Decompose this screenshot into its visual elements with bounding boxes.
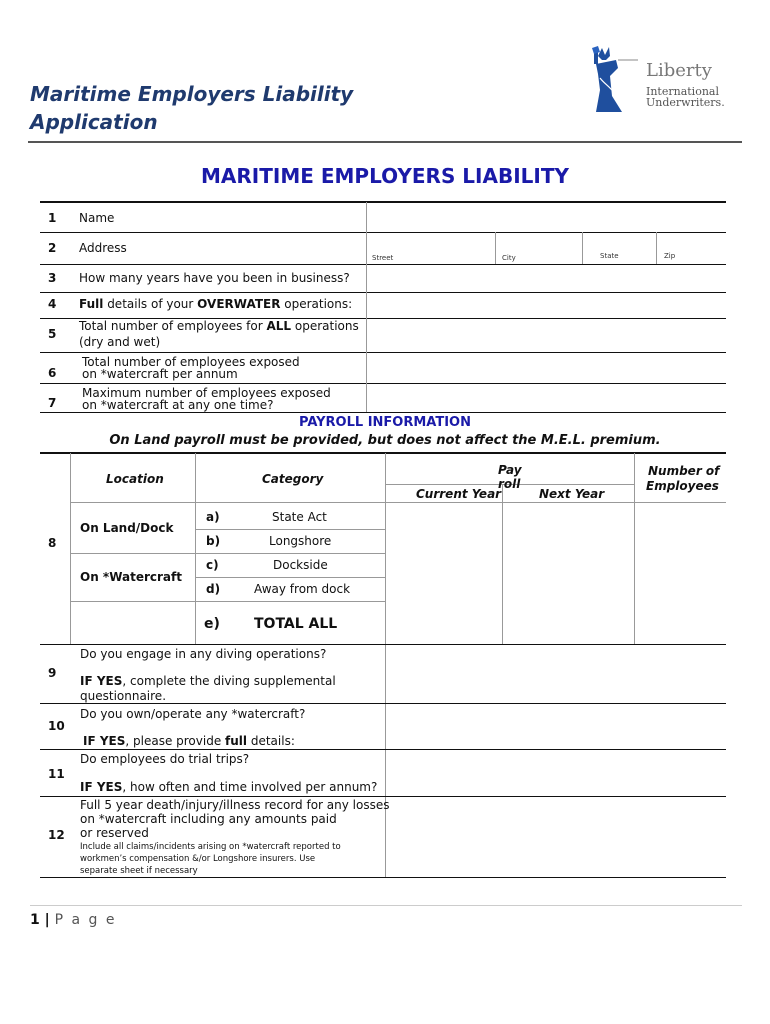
payroll-title: PAYROLL INFORMATION bbox=[298, 415, 471, 430]
diving-operations-label: Do you engage in any diving operations? bbox=[80, 647, 327, 661]
street-field[interactable] bbox=[368, 233, 494, 263]
overwater-operations-field[interactable] bbox=[368, 293, 725, 317]
question-number: 7 bbox=[48, 396, 57, 410]
employees-exposed-field[interactable] bbox=[368, 353, 725, 382]
street-label: Street bbox=[372, 254, 394, 262]
question-number: 4 bbox=[48, 297, 57, 311]
loss-record-field[interactable] bbox=[387, 798, 725, 876]
divider bbox=[70, 601, 385, 602]
divider bbox=[366, 202, 367, 412]
total-letter: e) bbox=[204, 616, 220, 632]
location-watercraft: On *Watercraft bbox=[80, 570, 182, 584]
page-footer: 1 | P a g e bbox=[30, 912, 117, 928]
header-divider bbox=[28, 141, 742, 143]
name-label: Name bbox=[79, 211, 115, 225]
divider bbox=[70, 453, 71, 644]
location-land-dock: On Land/Dock bbox=[80, 521, 174, 535]
question-number: 12 bbox=[48, 828, 65, 842]
divider bbox=[70, 553, 385, 554]
question-number: 1 bbox=[48, 211, 57, 225]
divider bbox=[495, 232, 496, 264]
category-longshore: Longshore bbox=[269, 534, 332, 548]
name-field[interactable] bbox=[368, 203, 725, 231]
divider bbox=[195, 577, 385, 578]
divider bbox=[40, 703, 726, 704]
watercraft-details-field[interactable] bbox=[387, 705, 725, 748]
question-number: 6 bbox=[48, 366, 57, 380]
years-in-business-field[interactable] bbox=[368, 265, 725, 291]
category-dockside: Dockside bbox=[273, 558, 328, 572]
total-employees-field[interactable] bbox=[368, 319, 725, 351]
divider bbox=[40, 877, 726, 878]
divider bbox=[40, 412, 726, 413]
total-employees-label-2: (dry and wet) bbox=[79, 335, 161, 349]
divider bbox=[195, 453, 196, 644]
logo-text-company: International Underwriters. bbox=[646, 85, 725, 109]
divider bbox=[40, 749, 726, 750]
diving-operations-field[interactable] bbox=[387, 646, 725, 702]
row-letter: d) bbox=[206, 582, 221, 596]
question-number: 3 bbox=[48, 271, 57, 285]
form-title: MARITIME EMPLOYERS LIABILITY bbox=[201, 164, 569, 188]
title-line-1: Maritime Employers Liability bbox=[30, 82, 354, 106]
employees-header-1: Number of bbox=[648, 464, 720, 478]
employees-exposed-label: Total number of employees exposed on *watercraft per annum bbox=[82, 355, 300, 381]
question-number: 2 bbox=[48, 241, 57, 255]
address-label: Address bbox=[79, 241, 127, 255]
years-in-business-label: How many years have you been in business? bbox=[79, 271, 350, 285]
zip-field[interactable] bbox=[658, 233, 725, 263]
page-number: 1 bbox=[30, 912, 40, 928]
row-letter: c) bbox=[206, 558, 219, 572]
category-state-act: State Act bbox=[272, 510, 327, 524]
row-letter: a) bbox=[206, 510, 220, 524]
divider bbox=[40, 644, 726, 645]
number-of-employees-field[interactable] bbox=[636, 504, 725, 643]
divider bbox=[656, 232, 657, 264]
category-away-from-dock: Away from dock bbox=[254, 582, 351, 596]
loss-record-label: Full 5 year death/injury/illness record for any losses on *watercraft including any amounts paid or reserved bbox=[80, 798, 390, 840]
diving-questionnaire-label: questionnaire. bbox=[80, 689, 167, 703]
trial-trips-label: Do employees do trial trips? bbox=[80, 752, 250, 766]
question-number: 8 bbox=[48, 536, 57, 550]
state-label: State bbox=[600, 252, 619, 260]
category-header: Category bbox=[262, 472, 324, 486]
payroll-header: Pay roll bbox=[498, 463, 522, 491]
employees-header-2: Employees bbox=[646, 479, 719, 493]
question-number: 9 bbox=[48, 666, 57, 680]
next-year-header: Next Year bbox=[539, 487, 605, 501]
divider bbox=[195, 529, 385, 530]
watercraft-operate-label: Do you own/operate any *watercraft? bbox=[80, 707, 306, 721]
next-year-payroll-field[interactable] bbox=[504, 504, 633, 643]
divider bbox=[502, 484, 503, 644]
divider bbox=[40, 452, 726, 454]
divider bbox=[582, 232, 583, 264]
question-number: 10 bbox=[48, 719, 65, 733]
logo-text-liberty: Liberty bbox=[646, 60, 712, 81]
question-number: 11 bbox=[48, 767, 65, 781]
page-title bbox=[30, 80, 353, 136]
total-all-label: TOTAL ALL bbox=[254, 616, 338, 632]
question-number: 5 bbox=[48, 327, 57, 341]
divider bbox=[634, 453, 635, 644]
payroll-subtitle: On Land payroll must be provided, but does not affect the M.E.L. premium. bbox=[109, 433, 661, 448]
trial-trips-if-yes-label: IF YES, how often and time involved per annum? bbox=[80, 780, 378, 794]
loss-record-note: Include all claims/incidents arising on *watercraft reported to workmen’s compensation &/or Longshore insurers. Use separate sheet if necessary bbox=[80, 842, 341, 876]
page-word: P a g e bbox=[54, 912, 117, 928]
city-label: City bbox=[502, 254, 516, 262]
divider bbox=[40, 796, 726, 797]
title-line-2: Application bbox=[30, 110, 158, 134]
trial-trips-field[interactable] bbox=[387, 751, 725, 795]
footer-divider bbox=[30, 905, 742, 906]
total-employees-label: Total number of employees for ALL operations bbox=[79, 319, 359, 333]
overwater-operations-label: Full details of your OVERWATER operations: bbox=[79, 297, 353, 311]
current-year-payroll-field[interactable] bbox=[387, 504, 501, 643]
city-field[interactable] bbox=[497, 233, 581, 263]
watercraft-if-yes-label: IF YES, please provide full details: bbox=[83, 734, 295, 748]
divider bbox=[385, 645, 386, 877]
current-year-header: Current Year bbox=[416, 487, 502, 501]
divider bbox=[385, 453, 386, 644]
max-employees-exposed-field[interactable] bbox=[368, 384, 725, 411]
zip-label: Zip bbox=[664, 252, 676, 260]
state-field[interactable] bbox=[584, 233, 655, 263]
max-employees-exposed-label: Maximum number of employees exposed on *watercraft at any one time? bbox=[82, 386, 331, 412]
divider bbox=[70, 502, 726, 503]
location-header: Location bbox=[106, 472, 164, 486]
diving-if-yes-label: IF YES, complete the diving supplemental bbox=[80, 674, 336, 688]
row-letter: b) bbox=[206, 534, 221, 548]
